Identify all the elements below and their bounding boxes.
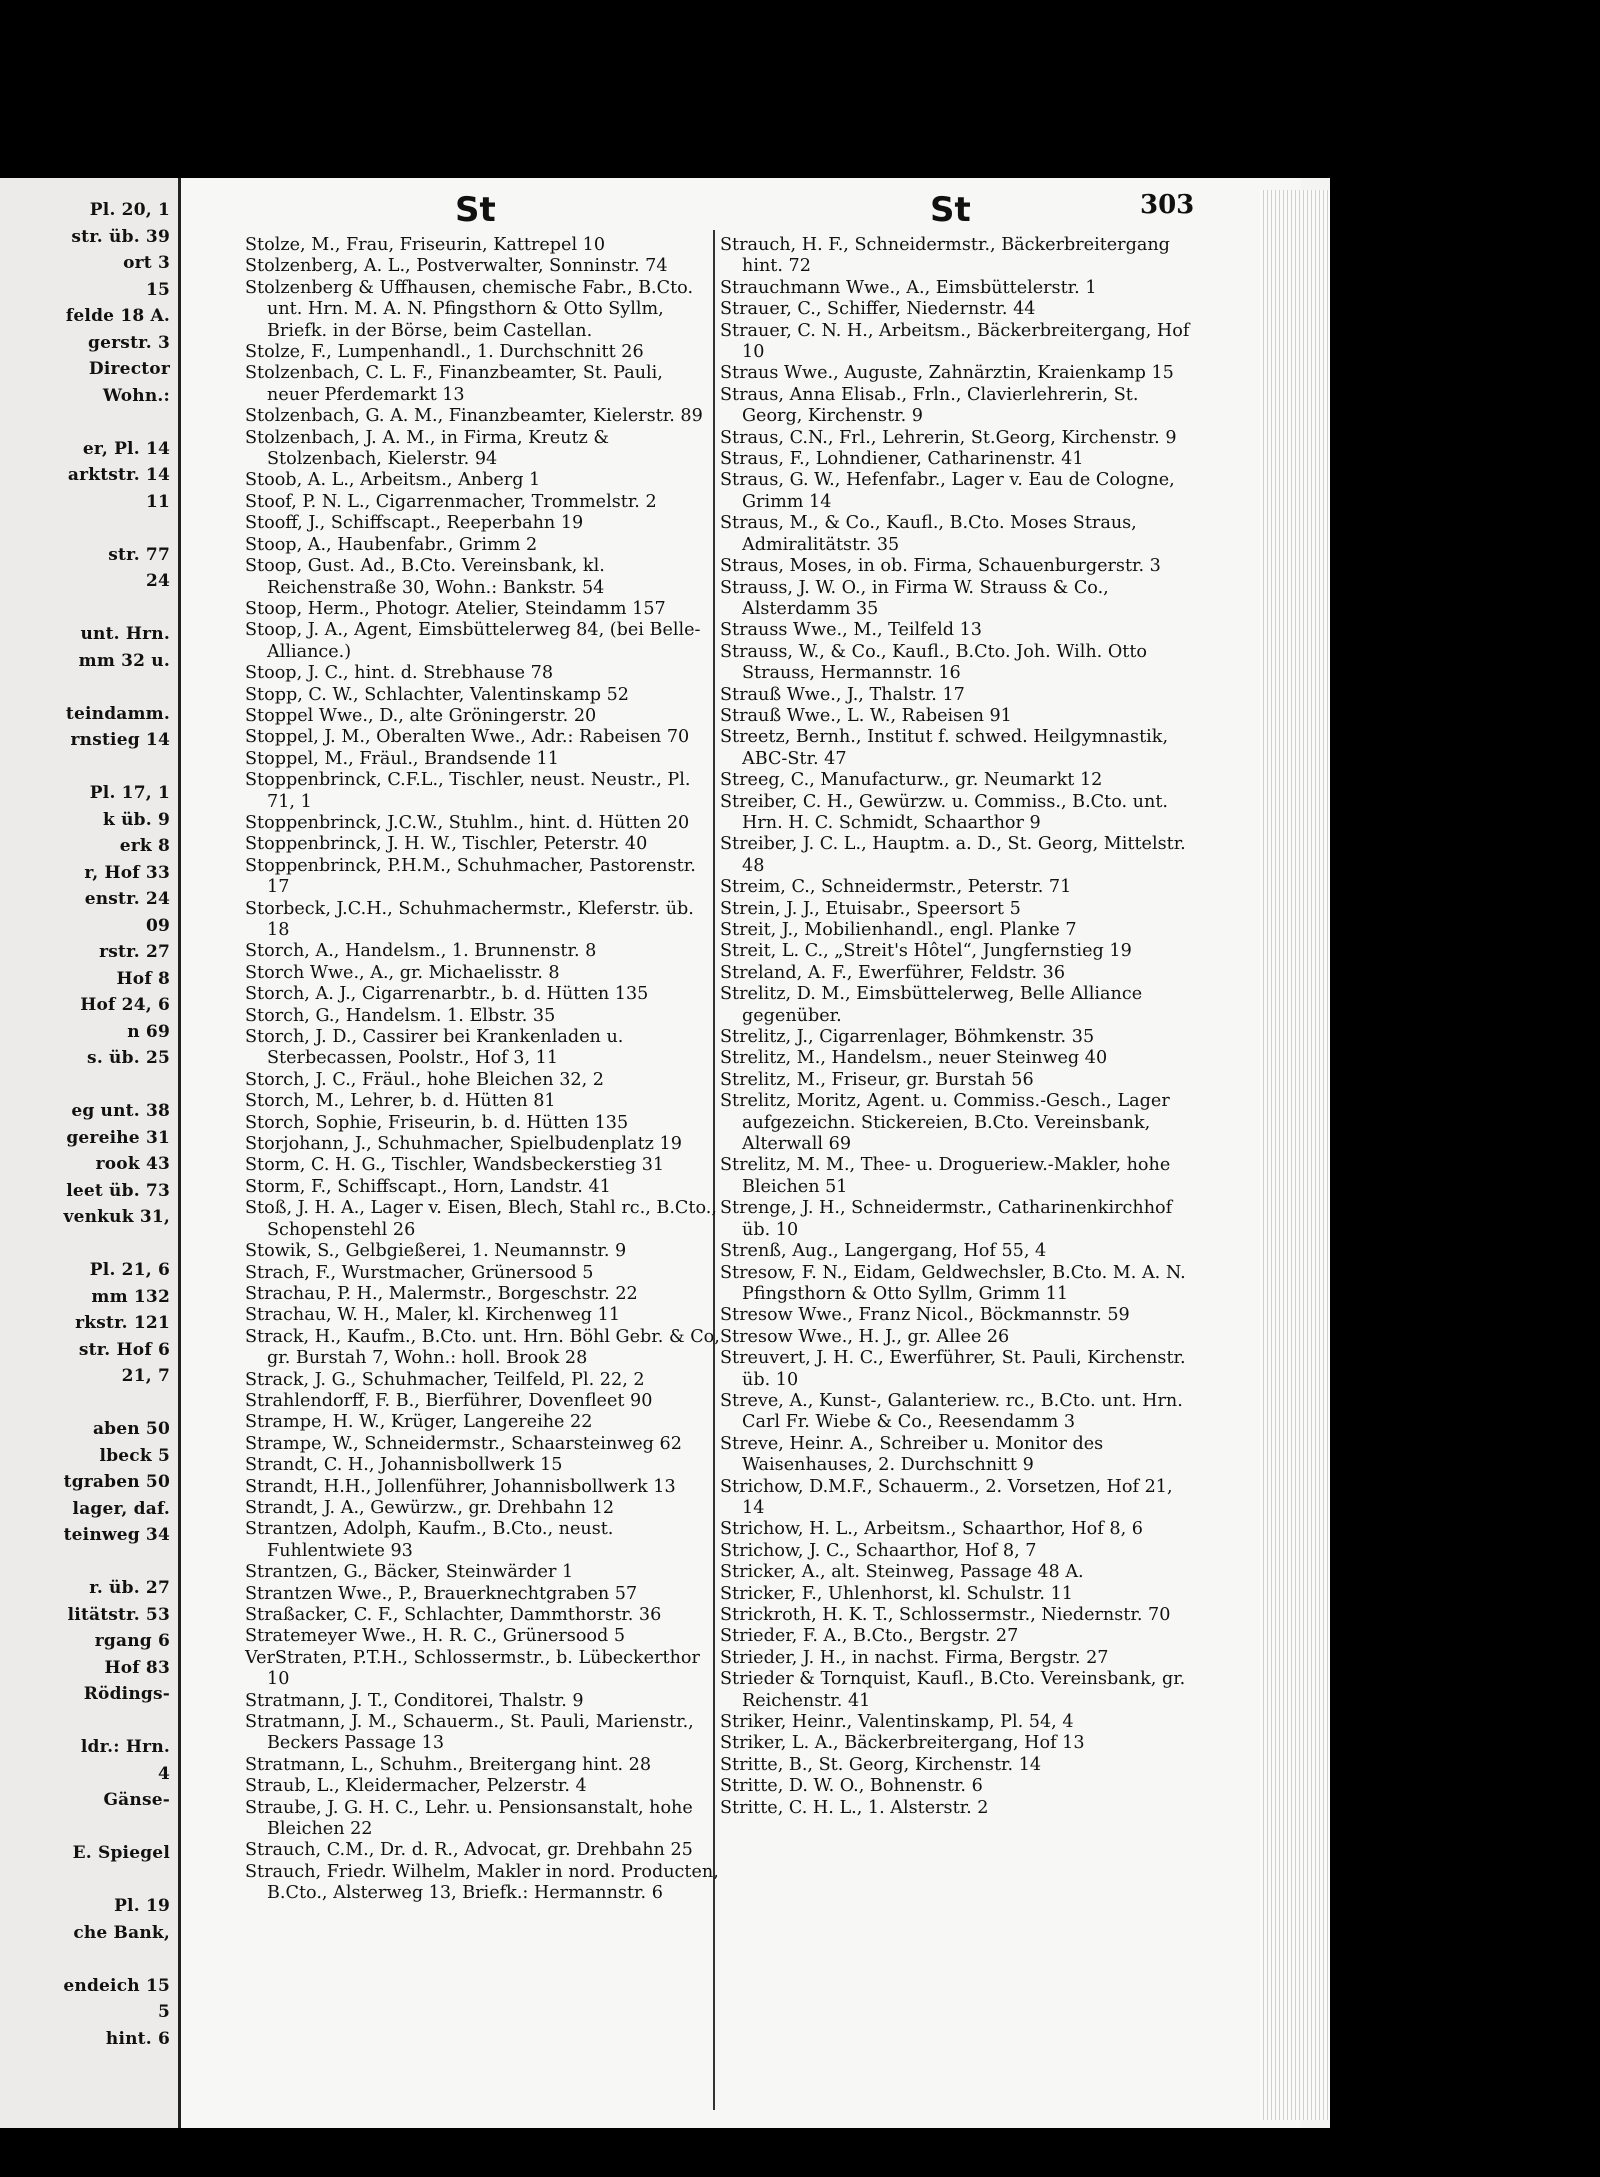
left-page-text-fragment: Pl. 21, 6 [89,1260,170,1280]
left-page-text-fragment: er, Pl. 14 [82,438,170,459]
directory-entry: Strauch, H. F., Schneidermstr., Bäckerbreitergang hint. 72 [720,235,1170,277]
directory-entry: Straub, L., Kleidermacher, Pelzerstr. 4 [245,1776,587,1797]
directory-entry: Storch, J. C., Fräul., hohe Bleichen 32, 2 [245,1069,604,1090]
directory-entry: Strandt, J. A., Gewürzw., gr. Drehbahn 12 [245,1497,615,1518]
left-page-text-fragment: erk 8 [119,836,170,856]
directory-entry: Strantzen, G., Bäcker, Steinwärder 1 [245,1562,574,1583]
left-page-text-fragment: mm 132 [91,1286,170,1307]
directory-entry: Stoppenbrinck, C.F.L., Tischler, neust. Neustr., Pl. 71, 1 [245,770,691,812]
right-column-header: St [930,190,971,230]
directory-entry: Stritte, B., St. Georg, Kirchenstr. 14 [720,1754,1042,1775]
directory-entry: Streeg, C., Manufacturw., gr. Neumarkt 12 [720,770,1103,791]
directory-entry: Storjohann, J., Schuhmacher, Spielbudenplatz 19 [245,1134,682,1155]
directory-entry: Strichow, H. L., Arbeitsm., Schaarthor, Hof 8, 6 [720,1519,1143,1540]
directory-entry: Strauß Wwe., J., Thalstr. 17 [720,684,965,705]
left-page-text-fragment: r. üb. 27 [89,1578,170,1598]
directory-entry: Strelitz, M. M., Thee- u. Drogueriew.-Makler, hohe Bleichen 51 [720,1155,1171,1197]
directory-entry: Storch, A., Handelsm., 1. Brunnenstr. 8 [245,941,597,962]
directory-entry: Stoppel, M., Fräul., Brandsende 11 [245,748,559,769]
directory-entry: Streit, J., Mobilienhandl., engl. Planke 7 [720,920,1077,940]
directory-entry: Stoppenbrinck, P.H.M., Schuhmacher, Pastorenstr. 17 [245,855,696,898]
directory-entry: Stopp, C. W., Schlachter, Valentinskamp 52 [245,684,629,705]
left-column-entries [245,235,720,1905]
directory-entry: Streve, Heinr. A., Schreiber u. Monitor des Waisenhauses, 2. Durchschnitt 9 [720,1433,1104,1476]
left-page-text-fragment: rook 43 [95,1154,170,1174]
directory-entry: Storbeck, J.C.H., Schuhmachermstr., Kleferstr. üb. 18 [245,898,694,940]
directory-entry: Strichow, D.M.F., Schauerm., 2. Vorsetzen, Hof 21, 14 [720,1476,1173,1518]
directory-entry: Stoof, P. N. L., Cigarrenmacher, Trommelstr. 2 [245,491,657,512]
page-edges [1260,190,1330,2120]
directory-entry: Storch, M., Lehrer, b. d. Hütten 81 [245,1091,556,1112]
left-page-text-fragment: teindamm. [65,703,170,724]
directory-entry: Streiber, J. C. L., Hauptm. a. D., St. Georg, Mittelstr. 48 [720,834,1186,876]
directory-entry: Strampe, H. W., Krüger, Langereihe 22 [245,1412,593,1433]
directory-entry: Stoppenbrinck, J. H. W., Tischler, Peterstr. 40 [245,834,648,855]
directory-entry: Storch, G., Handelsm. 1. Elbstr. 35 [245,1005,556,1026]
directory-entry: Strieder & Tornquist, Kaufl., B.Cto. Vereinsbank, gr. Reichenstr. 41 [720,1669,1186,1711]
left-page-text-fragment: lager, daf. [72,1498,170,1519]
directory-entry: Striker, Heinr., Valentinskamp, Pl. 54, 4 [720,1712,1074,1733]
directory-entry: Stolzenbach, C. L. F., Finanzbeamter, St. Pauli, neuer Pferdemarkt 13 [245,363,663,405]
directory-entry: Stolzenbach, G. A. M., Finanzbeamter, Kielerstr. 89 [245,406,703,427]
directory-entry: Storch, J. D., Cassirer bei Krankenladen u. Sterbecassen, Poolstr., Hof 3, 11 [245,1027,624,1069]
directory-entry: Strauch, Friedr. Wilhelm, Makler in nord. Producten, B.Cto., Alsterweg 13, Briefk.: Hermannstr. 6 [245,1861,719,1904]
left-page-text-fragment: enstr. 24 [84,889,170,909]
directory-entry: Stratmann, J. T., Conditorei, Thalstr. 9 [245,1690,584,1711]
directory-entry: Strauss, W., & Co., Kaufl., B.Cto. Joh. Wilh. Otto Strauss, Hermannstr. 16 [720,641,1148,684]
directory-entry: Stoop, A., Haubenfabr., Grimm 2 [245,534,538,555]
left-page-text-fragment: arktstr. 14 [67,465,170,485]
directory-entry: Stoop, J. C., hint. d. Strebhause 78 [245,663,554,684]
directory-entry: Straus, F., Lohndiener, Catharinenstr. 41 [720,449,1084,470]
directory-entry: Strachau, P. H., Malermstr., Borgeschstr. 22 [245,1283,638,1304]
left-page-text-fragment: Hof 8 [116,968,170,989]
directory-entry: Strauch, C.M., Dr. d. R., Advocat, gr. Drehbahn 25 [245,1840,693,1861]
left-page-text-fragment: rnstieg 14 [70,730,170,750]
directory-entry: Streiber, C. H., Gewürzw. u. Commiss., B.Cto. unt. Hrn. H. C. Schmidt, Schaarthor 9 [720,791,1168,833]
left-page-text-fragment: k üb. 9 [102,809,170,830]
left-page-text-fragment: litätstr. 53 [67,1604,170,1625]
directory-entry: Strack, H., Kaufm., B.Cto. unt. Hrn. Böhl Gebr. & Co, gr. Burstah 7, Wohn.: holl. Brook 28 [245,1326,720,1369]
left-page-text-fragment: rstr. 27 [99,942,170,962]
directory-entry: Stolzenberg, A. L., Postverwalter, Sonninstr. 74 [245,256,668,277]
left-page-text-fragment: Wohn.: [102,385,170,406]
directory-entry: Strein, J. J., Etuisabr., Speersort 5 [720,898,1021,919]
directory-entry: Streim, C., Schneidermstr., Peterstr. 71 [720,877,1072,898]
scan-border-right [1330,0,1600,2177]
left-page-text-fragment: Pl. 17, 1 [89,783,170,803]
left-page-text-fragment: lbeck 5 [99,1445,170,1466]
directory-entry: Stoppenbrinck, J.C.W., Stuhlm., hint. d. Hütten 20 [245,812,690,833]
directory-entry: VerStraten, P.T.H., Schlossermstr., b. Lübeckerthor 10 [245,1647,700,1690]
directory-entry: Straube, J. G. H. C., Lehr. u. Pensionsanstalt, hohe Bleichen 22 [245,1797,693,1840]
left-page-text-fragment: rkstr. 121 [75,1313,170,1333]
directory-entry: Striker, L. A., Bäckerbreitergang, Hof 13 [720,1733,1085,1754]
directory-entry: Strack, J. G., Schuhmacher, Teilfeld, Pl. 22, 2 [245,1369,645,1390]
directory-entry: Stresow Wwe., H. J., gr. Allee 26 [720,1326,1010,1347]
directory-entry: Strach, F., Wurstmacher, Grünersood 5 [245,1262,594,1283]
directory-entry: Storch, A. J., Cigarrenarbtr., b. d. Hütten 135 [245,984,649,1005]
left-page-text-fragment: n 69 [127,1021,170,1042]
left-page-text-fragment: ort 3 [123,253,170,273]
directory-entry: Stolzenberg & Uffhausen, chemische Fabr., B.Cto. unt. Hrn. M. A. N. Pfingsthorn & Otto Syllm, Briefk. in der Börse, beim Castellan. [245,277,694,341]
directory-entry: Strelitz, M., Handelsm., neuer Steinweg 40 [720,1048,1108,1069]
directory-entry: Stratmann, L., Schuhm., Breitergang hint. 28 [245,1754,652,1775]
directory-entry: Strauss Wwe., M., Teilfeld 13 [720,620,982,641]
directory-entry: Strickroth, H. K. T., Schlossermstr., Niedernstr. 70 [720,1605,1171,1625]
directory-entry: Streland, A. F., Ewerführer, Feldstr. 36 [720,962,1066,983]
left-page-text-fragment: mm 32 u. [78,650,170,671]
directory-entry: Straus, C.N., Frl., Lehrerin, St.Georg, Kirchenstr. 9 [720,427,1177,448]
directory-entry: Stolze, F., Lumpenhandl., 1. Durchschnitt 26 [245,342,644,363]
directory-entry: Straus, Anna Elisab., Frln., Clavierlehrerin, St. Georg, Kirchenstr. 9 [720,384,1139,427]
left-page-text-fragment: rgang 6 [94,1631,170,1651]
left-page-text-fragment: 11 [145,491,170,512]
directory-entry: Stritte, C. H. L., 1. Alsterstr. 2 [720,1797,989,1818]
left-page-text-fragment: 4 [157,1763,170,1784]
directory-entry: Streit, L. C., „Streit's Hôtel“, Jungfernstieg 19 [720,941,1132,962]
directory-entry: Straus, M., & Co., Kaufl., B.Cto. Moses Straus, Admiralitätstr. 35 [720,513,1137,555]
directory-entry: Stresow Wwe., Franz Nicol., Böckmannstr. 59 [720,1305,1130,1326]
left-page-text-fragment: eg unt. 38 [71,1101,170,1121]
directory-entry: Stolze, M., Frau, Friseurin, Kattrepel 10 [245,235,606,255]
directory-entry: Stooff, J., Schiffscapt., Reeperbahn 19 [245,513,584,534]
directory-entry: Straßacker, C. F., Schlachter, Dammthorstr. 36 [245,1605,662,1625]
directory-entry: Strandt, H.H., Jollenführer, Johannisbollwerk 13 [245,1476,676,1497]
left-page-text-fragment: gereihe 31 [66,1127,170,1148]
left-page-text-fragment: Rödings- [83,1684,170,1704]
left-page-text-fragment: 24 [145,571,170,591]
directory-entry: Strampe, W., Schneidermstr., Schaarsteinweg 62 [245,1433,682,1454]
left-page-text-fragment: teinweg 34 [63,1525,170,1545]
left-page-text-fragment: str. Hof 6 [78,1339,170,1360]
left-page-text-fragment: endeich 15 [63,1975,170,1996]
directory-entry: Strelitz, M., Friseur, gr. Burstah 56 [720,1069,1034,1090]
directory-entry: Storm, F., Schiffscapt., Horn, Landstr. 41 [245,1176,611,1197]
left-page-text-fragment: Hof 83 [104,1657,170,1678]
directory-entry: Strantzen, Adolph, Kaufm., B.Cto., neust. Fuhlentwiete 93 [245,1519,614,1561]
left-page-text-fragment: Hof 24, 6 [80,995,170,1015]
directory-entry: Stoop, Herm., Photogr. Atelier, Steindamm 157 [245,598,666,619]
left-page-text-fragment: Director [88,359,170,379]
directory-entry: Straus, Moses, in ob. Firma, Schauenburgerstr. 3 [720,556,1161,577]
directory-entry: Stoß, J. H. A., Lager v. Eisen, Blech, Stahl rc., B.Cto., Schopenstehl 26 [245,1198,717,1240]
directory-entry: Streetz, Bernh., Institut f. schwed. Heilgymnastik, ABC-Str. 47 [720,727,1169,769]
left-page-text-fragment: r, Hof 33 [84,862,170,883]
left-page-text-fragment: felde 18 A. [65,306,170,326]
left-page-text-fragment: str. 77 [108,544,170,565]
directory-entry: Strauer, C., Schiffer, Niedernstr. 44 [720,299,1036,320]
directory-entry: Stoppel Wwe., D., alte Gröningerstr. 20 [245,705,597,726]
left-page-text-fragment: venkuk 31, [63,1207,170,1227]
directory-entry: Strauer, C. N. H., Arbeitsm., Bäckerbreitergang, Hof 10 [720,320,1190,363]
directory-entry: Strantzen Wwe., P., Brauerknechtgraben 57 [245,1583,638,1604]
directory-entry: Strenß, Aug., Langergang, Hof 55, 4 [720,1241,1047,1262]
directory-entry: Stoob, A. L., Arbeitsm., Anberg 1 [245,470,541,491]
directory-entry: Strauß Wwe., L. W., Rabeisen 91 [720,705,1012,726]
left-page-text-fragment: 15 [145,279,170,300]
directory-entry: Stoop, J. A., Agent, Eimsbüttelerweg 84, (bei Belle-Alliance.) [245,620,701,662]
directory-entry: Stratemeyer Wwe., H. R. C., Grünersood 5 [245,1626,626,1647]
directory-entry: Streuvert, J. H. C., Ewerführer, St. Pauli, Kirchenstr. üb. 10 [720,1348,1186,1390]
directory-entry: Strenge, J. H., Schneidermstr., Catharinenkirchhof üb. 10 [720,1198,1173,1240]
left-page-text-fragment: Pl. 20, 1 [89,200,170,220]
left-page-text-fragment: s. üb. 25 [87,1048,170,1068]
left-page-text-fragment: Gänse- [103,1790,170,1810]
left-page-text-fragment: leet üb. 73 [66,1180,170,1201]
directory-entry: Stritte, D. W. O., Bohnenstr. 6 [720,1776,983,1797]
directory-entry: Stratmann, J. M., Schauerm., St. Pauli, Marienstr., Beckers Passage 13 [245,1712,694,1754]
directory-entry: Strahlendorff, F. B., Bierführer, Dovenfleet 90 [245,1390,653,1411]
left-column-header: St [455,190,496,230]
directory-entry: Strelitz, J., Cigarrenlager, Böhmkenstr. 35 [720,1027,1095,1048]
directory-entry: Storch, Sophie, Friseurin, b. d. Hütten 135 [245,1112,629,1133]
left-page-text-fragment: aben 50 [92,1419,170,1439]
left-page-text-fragment: ldr.: Hrn. [80,1737,170,1757]
directory-entry: Strauss, J. W. O., in Firma W. Strauss & Co., Alsterdamm 35 [720,577,1109,619]
directory-entry: Stolzenbach, J. A. M., in Firma, Kreutz & Stolzenbach, Kielerstr. 94 [245,427,610,470]
left-page-text-fragment: 21, 7 [121,1366,170,1386]
left-page-text-fragment: unt. Hrn. [80,624,170,644]
directory-entry: Strandt, C. H., Johannisbollwerk 15 [245,1455,563,1476]
directory-entry: Stricker, A., alt. Steinweg, Passage 48 A. [720,1562,1084,1583]
left-page-fragment [0,178,181,2128]
directory-entry: Stresow, F. N., Eidam, Geldwechsler, B.Cto. M. A. N. Pfingsthorn & Otto Syllm, Grimm 11 [720,1262,1186,1304]
left-page-text-fragment: hint. 6 [105,2028,170,2049]
directory-entry: Strauchmann Wwe., A., Eimsbüttelerstr. 1 [720,277,1097,298]
directory-entry: Stricker, F., Uhlenhorst, kl. Schulstr. 11 [720,1583,1073,1604]
directory-entry: Strieder, F. A., B.Cto., Bergstr. 27 [720,1626,1019,1647]
directory-entry: Stowik, S., Gelbgießerei, 1. Neumannstr. 9 [245,1241,627,1262]
left-page-text-fragment: E. Spiegel [72,1843,170,1863]
directory-entry: Strelitz, D. M., Eimsbüttelerweg, Belle Alliance gegenüber. [720,984,1143,1026]
right-column-entries [720,235,1195,1819]
left-page-text-fragment: gerstr. 3 [88,332,170,353]
page-number: 303 [1140,190,1195,220]
left-page-text-fragment: str. üb. 39 [71,226,170,247]
left-page-text-fragment: tgraben 50 [63,1472,170,1492]
directory-entry: Strichow, J. C., Schaarthor, Hof 8, 7 [720,1540,1037,1561]
directory-entry: Strachau, W. H., Maler, kl. Kirchenweg 11 [245,1305,621,1326]
directory-entry: Storch Wwe., A., gr. Michaelisstr. 8 [245,962,560,983]
directory-entry: Straus Wwe., Auguste, Zahnärztin, Kraienkamp 15 [720,363,1174,384]
directory-entry: Strelitz, Moritz, Agent. u. Commiss.-Gesch., Lager aufgezeichn. Stickereien, B.Cto. Vereinsbank, Alterwall 69 [720,1091,1170,1155]
left-page-text-fragment: 5 [157,2002,170,2022]
directory-entry: Storm, C. H. G., Tischler, Wandsbeckerstieg 31 [245,1155,665,1176]
directory-entry: Strieder, J. H., in nachst. Firma, Bergstr. 27 [720,1647,1109,1668]
left-page-text-fragment: che Bank, [73,1922,170,1943]
directory-entry: Streve, A., Kunst-, Galanteriew. rc., B.Cto. unt. Hrn. Carl Fr. Wiebe & Co., Reesendamm 3 [720,1390,1183,1433]
directory-entry: Straus, G. W., Hefenfabr., Lager v. Eau de Cologne, Grimm 14 [720,470,1175,512]
directory-entry: Stoop, Gust. Ad., B.Cto. Vereinsbank, kl. Reichenstraße 30, Wohn.: Bankstr. 54 [245,556,605,598]
left-page-text-fragment: Pl. 19 [114,1896,170,1916]
left-page-text-fragment: 09 [145,915,170,936]
directory-entry: Stoppel, J. M., Oberalten Wwe., Adr.: Rabeisen 70 [245,727,690,748]
